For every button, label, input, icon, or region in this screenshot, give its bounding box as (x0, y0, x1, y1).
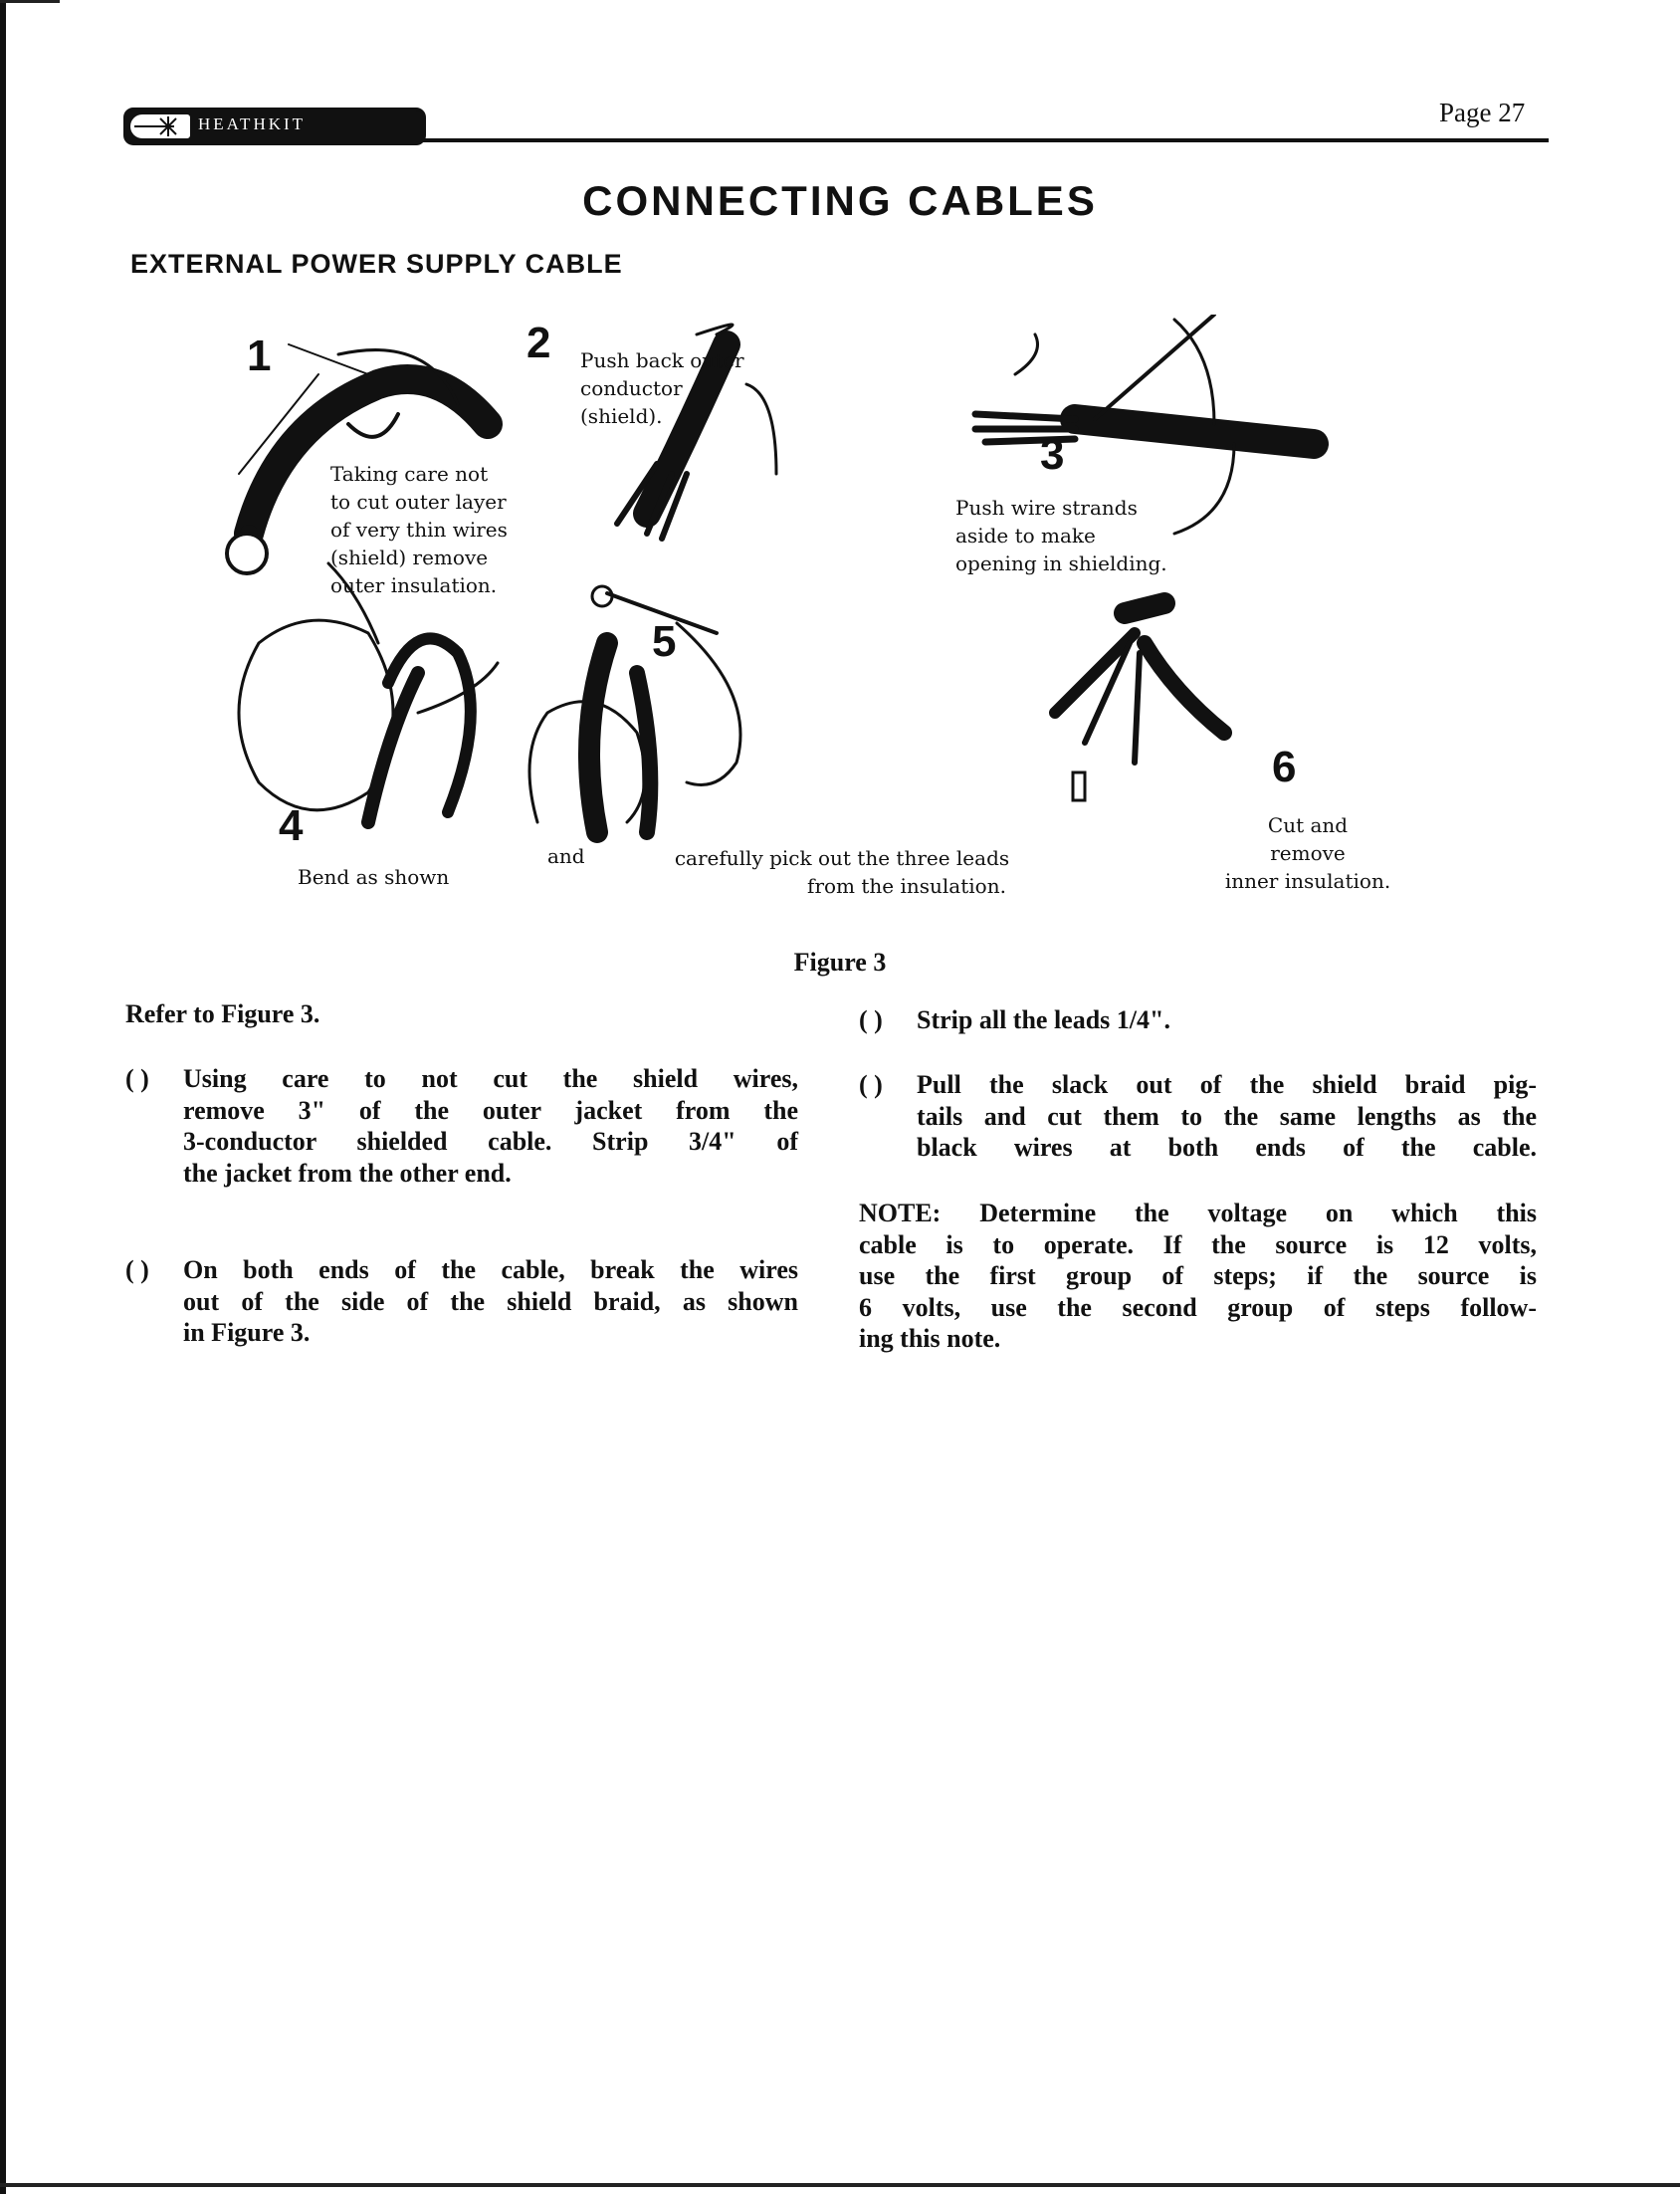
step-number-2: 2 (526, 319, 551, 367)
logo-text: HEATHKIT (198, 114, 307, 133)
label-line: inner insulation. (1224, 869, 1391, 893)
step-checkbox[interactable]: ( ) (125, 1064, 149, 1093)
step-checkbox[interactable]: ( ) (859, 1070, 883, 1099)
page-title: CONNECTING CABLES (582, 177, 1098, 224)
heathkit-logo (123, 108, 426, 145)
label-line: opening in shielding. (955, 551, 1167, 575)
step-number-5: 5 (652, 617, 677, 666)
label-line: Taking care not (330, 462, 489, 486)
section-title: EXTERNAL POWER SUPPLY CABLE (130, 249, 623, 279)
page-number: Page 27 (1439, 98, 1526, 127)
step-number-6: 6 (1272, 743, 1297, 791)
text-line: ing this note. (859, 1324, 1001, 1353)
step-4-hands-drawing (239, 563, 471, 822)
text-line: Pull the slack out of the shield braid pig- (917, 1070, 1537, 1099)
label-line: to cut outer layer (330, 490, 507, 514)
text-line: 6 volts, use the second group of steps follow- (859, 1292, 1537, 1322)
step-break-wires (125, 1254, 798, 1349)
label-line: carefully pick out the three leads (674, 846, 1010, 870)
text-line: On both ends of the cable, break the wires (183, 1255, 798, 1284)
text-line: Strip all the leads 1/4". (917, 1005, 1170, 1034)
label-line: from the insulation. (807, 874, 1006, 898)
step-checkbox[interactable]: ( ) (859, 1005, 883, 1034)
label-line: Bend as shown (298, 865, 450, 889)
step-5-label (633, 844, 1051, 900)
voltage-note (859, 1198, 1537, 1355)
scan-edge-top (0, 0, 60, 3)
text-line: out of the side of the shield braid, as shown (183, 1286, 798, 1316)
step-text (917, 1004, 1537, 1036)
text-line: tails and cut them to the same lengths as the (917, 1101, 1537, 1131)
step-text (917, 1069, 1537, 1164)
step-checkbox[interactable]: ( ) (125, 1255, 149, 1284)
text-line: in Figure 3. (183, 1318, 311, 1347)
text-line: black wires at both ends of the cable. (917, 1133, 1537, 1162)
label-line: of very thin wires (330, 518, 508, 542)
text-line: Using care to not cut the shield wires, (183, 1064, 798, 1093)
scan-edge-bottom (0, 2183, 1680, 2187)
label-line: outer insulation. (330, 573, 498, 597)
step-3-label (955, 494, 1167, 577)
step-text (183, 1063, 798, 1189)
step-6-cable-drawing (1055, 603, 1224, 800)
step-1-label (330, 460, 508, 599)
step-remove-jacket (125, 1063, 798, 1189)
label-line: Push wire strands (955, 496, 1138, 520)
label-line: aside to make (955, 524, 1096, 548)
text-line: use the first group of steps; if the source is (859, 1261, 1537, 1290)
text-line: 3-conductor shielded cable. Strip 3/4" of (183, 1127, 798, 1156)
binder-edge (0, 0, 6, 2194)
step-pull-slack (859, 1069, 1537, 1164)
label-line: (shield). (580, 404, 663, 428)
text-line: cable is to operate. If the source is 12 volts, (859, 1229, 1537, 1259)
refer-intro: Refer to Figure 3. (125, 999, 320, 1028)
text-line: NOTE: Determine the voltage on which this (859, 1199, 1537, 1227)
logo-emblem-icon (130, 114, 190, 138)
step-4-label (298, 863, 449, 891)
label-line: remove (1270, 841, 1346, 865)
label-line: conductor (580, 376, 683, 400)
step-number-3: 3 (1040, 430, 1065, 479)
text-line: remove 3" of the outer jacket from the (183, 1095, 798, 1125)
label-line: Cut and (1267, 813, 1349, 837)
step-number-4: 4 (279, 801, 304, 850)
figure-caption: Figure 3 (793, 948, 887, 977)
step-6-label (1198, 811, 1417, 895)
step-connector-and: and (547, 844, 585, 868)
step-2-label (580, 346, 744, 430)
step-strip-leads (859, 1004, 1537, 1036)
label-line: Push back outer (580, 348, 744, 372)
label-line: (shield) remove (330, 546, 489, 569)
step-number-1: 1 (247, 331, 272, 380)
text-line: the jacket from the other end. (183, 1158, 512, 1188)
step-text (183, 1254, 798, 1349)
header-rule (422, 138, 1549, 142)
